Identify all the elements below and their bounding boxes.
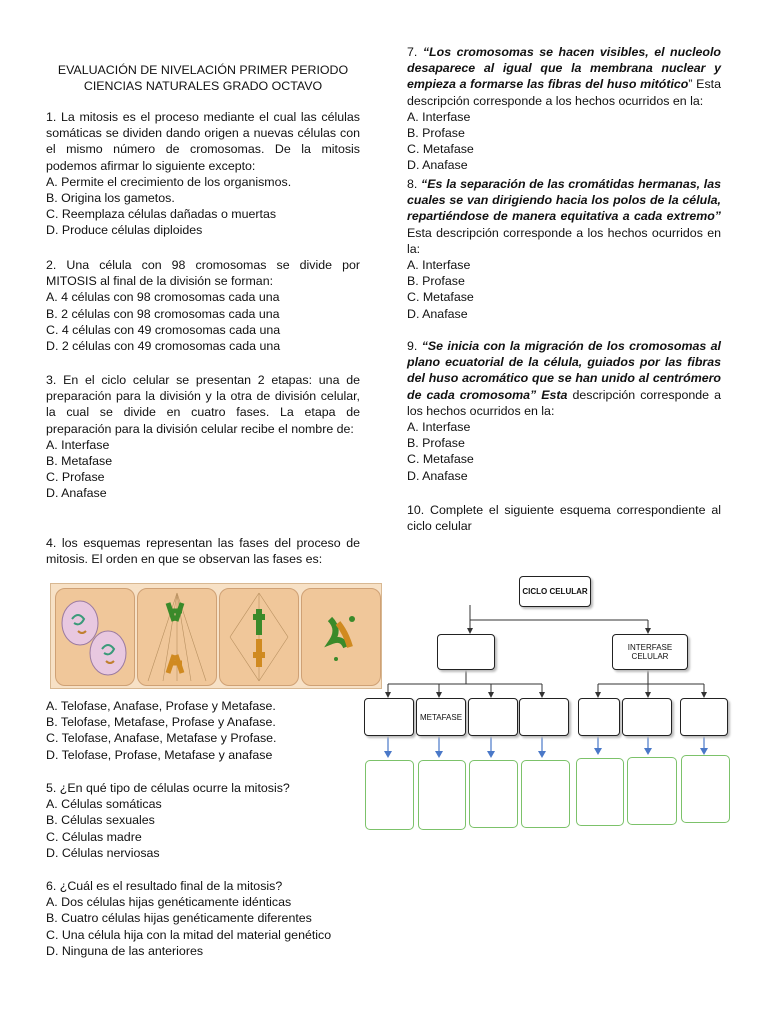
question-5-option-c[interactable]: C. Células madre	[46, 829, 142, 844]
question-2-option-b[interactable]: B. 2 células con 98 cromosomas cada una	[46, 306, 280, 321]
diagram-interfase-label: INTERFASE CELULAR	[627, 643, 673, 661]
question-2-option-d[interactable]: D. 2 células con 49 cromosomas cada una	[46, 339, 281, 354]
question-4-text: 4. los esquemas representan las fases del proceso de mitosis. El orden en que se observan las fases es:	[46, 536, 360, 567]
question-3-text: 3. En el ciclo celular se presentan 2 etapas: una de preparación para la división y la otra de división celular, la cual se divide en cuatro fases. La etapa de preparación para la división celular recibe el nombre de:	[46, 373, 360, 436]
question-1-option-b[interactable]: B. Origina los gametos.	[46, 191, 175, 206]
diagram-blank-box-phase-3[interactable]	[468, 698, 518, 736]
question-7-option-d[interactable]: D. Anafase	[407, 158, 468, 173]
question-6-option-c[interactable]: C. Una célula hija con la mitad del material genético	[46, 927, 332, 942]
question-7-option-a[interactable]: A. Interfase	[407, 109, 471, 124]
diagram-blank-box-division[interactable]	[437, 634, 495, 670]
question-8-option-c[interactable]: C. Metafase	[407, 290, 474, 305]
diagram-root-box	[519, 576, 591, 607]
question-2-text: 2. Una célula con 98 cromosomas se divide por MITOSIS al final de la división se forman:	[46, 258, 360, 289]
question-6-text: 6. ¿Cuál es el resultado final de la mitosis?	[46, 879, 283, 893]
question-7-number: 7.	[407, 45, 418, 59]
question-9-tail: descripción corresponde a los hechos ocurridos en la:	[407, 387, 721, 418]
question-5-option-b[interactable]: B. Células sexuales	[46, 813, 155, 828]
exam-title-line1: EVALUACIÓN DE NIVELACIÓN PRIMER PERIODO	[57, 63, 349, 77]
diagram-root-label: CICLO CELULAR	[522, 587, 588, 596]
question-5-option-a[interactable]: A. Células somáticas	[46, 797, 162, 812]
diagram-answer-box-2[interactable]	[418, 760, 466, 830]
question-8-option-d[interactable]: D. Anafase	[407, 306, 468, 321]
question-8-option-b[interactable]: B. Profase	[407, 274, 465, 289]
question-2-option-a[interactable]: A. 4 células con 98 cromosomas cada una	[46, 290, 280, 305]
diagram-blank-box-interfase-1[interactable]	[578, 698, 620, 736]
diagram-answer-box-4[interactable]	[521, 760, 570, 828]
diagram-answer-box-3[interactable]	[469, 760, 518, 828]
question-9-option-a[interactable]: A. Interfase	[407, 420, 471, 435]
question-3-option-b[interactable]: B. Metafase	[46, 454, 113, 469]
question-9-option-b[interactable]: B. Profase	[407, 436, 465, 451]
question-2-option-c[interactable]: C. 4 células con 49 cromosomas cada una	[46, 322, 281, 337]
diagram-metafase-label: METAFASE	[419, 712, 463, 722]
question-5-option-d[interactable]: D. Células nerviosas	[46, 845, 160, 860]
question-9-quote: “Se inicia con la migración de los cromosomas al plano ecuatorial de la célula, guiados por las fibras del huso acromático que se han unido al centrómero de cada cromosoma” Esta	[407, 339, 721, 402]
diagram-answer-box-5[interactable]	[576, 758, 624, 826]
question-9-option-c[interactable]: C. Metafase	[407, 452, 474, 467]
question-3-option-c[interactable]: C. Profase	[46, 470, 105, 485]
diagram-interfase-box	[612, 634, 688, 670]
question-4-option-c[interactable]: C. Telofase, Anafase, Metafase y Profase.	[46, 731, 277, 746]
question-3-option-d[interactable]: D. Anafase	[46, 486, 107, 501]
diagram-blank-box-phase-4[interactable]	[519, 698, 569, 736]
exam-title-line2: CIENCIAS NATURALES GRADO OCTAVO	[83, 79, 323, 93]
question-1-option-d[interactable]: D. Produce células diploides	[46, 223, 203, 238]
question-8-number: 8.	[407, 177, 418, 191]
question-10-text: 10. Complete el siguiente esquema correspondiente al ciclo celular	[407, 503, 721, 534]
question-9-option-d[interactable]: D. Anafase	[407, 468, 468, 483]
question-7-option-c[interactable]: C. Metafase	[407, 142, 474, 157]
diagram-answer-box-7[interactable]	[681, 755, 730, 823]
diagram-metafase-box	[416, 698, 466, 736]
question-4-option-b[interactable]: B. Telofase, Metafase, Profase y Anafase.	[46, 715, 276, 730]
question-1-text: 1. La mitosis es el proceso mediante el cual las células somáticas se dividen dando origen a nuevas células con el mismo número de cromosomas. De la mitosis podemos afirmar lo siguiente excepto:	[46, 110, 360, 173]
question-4-option-a[interactable]: A. Telofase, Anafase, Profase y Metafase.	[46, 699, 276, 713]
diagram-answer-box-1[interactable]	[365, 760, 414, 830]
question-4-option-d[interactable]: D. Telofase, Profase, Metafase y anafase	[46, 747, 273, 762]
question-8-option-a[interactable]: A. Interfase	[407, 258, 471, 273]
diagram-blank-box-phase-1[interactable]	[364, 698, 414, 736]
diagram-blank-box-interfase-2[interactable]	[622, 698, 672, 736]
question-7-quote: “Los cromosomas se hacen visibles, el nucleolo desaparece al igual que la membrana nuclear y empieza a formarse las fibras del huso mitótico	[407, 45, 721, 92]
question-6-option-a[interactable]: A. Dos células hijas genéticamente idénticas	[46, 895, 292, 910]
question-7-option-b[interactable]: B. Profase	[407, 126, 465, 141]
question-1-option-c[interactable]: C. Reemplaza células dañadas o muertas	[46, 207, 277, 222]
diagram-blank-box-interfase-3[interactable]	[680, 698, 728, 736]
question-9-number: 9.	[407, 339, 418, 353]
diagram-answer-box-6[interactable]	[627, 757, 677, 825]
question-6-option-d[interactable]: D. Ninguna de las anteriores	[46, 943, 204, 958]
question-6-option-b[interactable]: B. Cuatro células hijas genéticamente diferentes	[46, 911, 312, 926]
question-1-option-a[interactable]: A. Permite el crecimiento de los organismos.	[46, 174, 292, 189]
question-8-tail: Esta descripción corresponde a los hechos ocurridos en la:	[407, 225, 721, 256]
question-8-quote: “Es la separación de las cromátidas hermanas, las cuales se van dirigiendo hacia los polos de la célula, repartiéndose de manera equitativa a cada extremo”	[407, 177, 721, 224]
question-3-option-a[interactable]: A. Interfase	[46, 437, 110, 452]
question-5-text: 5. ¿En qué tipo de células ocurre la mitosis?	[46, 781, 290, 795]
question-7-tail: ” Esta descripción corresponde a los hechos ocurridos en la:	[407, 77, 721, 108]
